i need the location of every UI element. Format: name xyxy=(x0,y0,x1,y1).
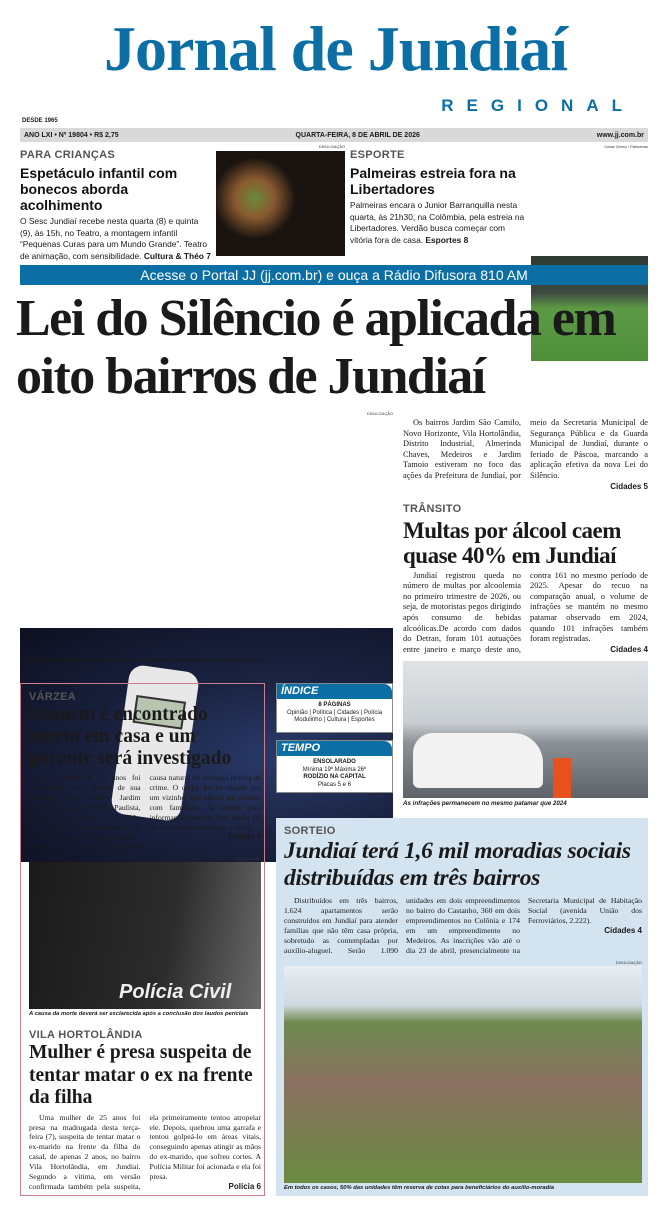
weather-box xyxy=(276,740,393,793)
kicker: TRÂNSITO xyxy=(403,502,462,515)
photo-credit: Cesar Greco / Palmeiras xyxy=(604,144,648,149)
portal-banner[interactable]: Acesse o Portal JJ (jj.com.br) e ouça a Rádio Difusora 810 AM xyxy=(20,265,648,285)
section-ref[interactable]: Esportes 8 xyxy=(425,234,469,245)
police-column xyxy=(29,690,261,1192)
varzea-text: Um homem de 53 anos foi encontrado morto dentro de sua residência no bairro Jardim América I, em Várzea Paulista, nesta segunda-feira (6). As circunstâncias da morte ainda são desconhecidas, não sendo possível afirmar, até o momento, se houve causa natural ou eventual prática de crime. O corpo foi localizado por um vizinho, que entrou em contato com familiares da vítima para informar a situação. Um irmão foi até o imóvel e confirmou o óbito. xyxy=(29,773,261,852)
varzea-body xyxy=(29,773,261,852)
varzea-headline[interactable]: Homem é encontrado morto em casa e um parente será investigado xyxy=(29,704,232,769)
photo-credit: DIVULGAÇÃO xyxy=(318,144,345,149)
index-title: ÍNDICE xyxy=(277,684,392,699)
sorteio-body xyxy=(284,896,642,956)
rodizio-title: RODÍZIO NA CAPITAL xyxy=(303,774,366,780)
headline[interactable]: Palmeiras estreia fora na Libertadores xyxy=(350,165,516,197)
edition-info: ANO LXI • Nº 19804 • R$ 2,75 xyxy=(24,131,119,139)
sorteio-headline[interactable]: Jundiaí terá 1,6 mil moradias sociais distribuídas em três bairros xyxy=(284,838,631,891)
vila-text: Uma mulher de 25 anos foi presa na madrugada desta terça-feira (7), suspeita de tentar matar o ex-marido na frente da filha do casal, de apenas 2 anos, no bairro Vila Hortolândia, em Jundiaí. Segundo a vítima, em versão confirmada também pela suspeita, ela primeiramente tentou atropelar ele. Depois, quebrou uma garrafa e tentou golpeá-lo em áreas vitais, conseguindo apenas atingir as mãos do ex-marido, que sofreu cortes. A Polícia Militar foi acionada e ela foi presa. xyxy=(29,1112,261,1191)
police-car-photo xyxy=(29,862,261,1008)
weather-condition: ENSOLARADO xyxy=(313,759,356,765)
kicker: ESPORTE xyxy=(350,149,405,161)
vila-headline[interactable]: Mulher é presa suspeita de tentar matar o ex na frente da filha xyxy=(29,1042,253,1109)
teaser-text: Palmeiras encara o Junior Barranquilla nesta quarta, às 21h30, na Colômbia, pela estreia na Libertadores. Verdão busca começar com vitória fora de casa. xyxy=(350,200,525,245)
headline[interactable]: Espetáculo infantil com bonecos aborda acolhimento xyxy=(20,165,178,213)
section-ref[interactable]: Polícia 6 xyxy=(228,1182,261,1191)
police-car-label: Polícia Civil xyxy=(119,980,232,1003)
index-box xyxy=(276,683,393,733)
vila-body xyxy=(29,1113,261,1192)
teaser-sport[interactable] xyxy=(350,148,528,246)
transito-caption: As infrações permanecem no mesmo patamar que 2024 xyxy=(403,800,567,807)
masthead-logo: Jornal de Jundiaí xyxy=(103,13,568,84)
lead-headline[interactable]: Lei do Silêncio é aplicada em oito bairros de Jundiaí xyxy=(16,290,616,405)
section-ref[interactable]: Cultura & Théo 7 xyxy=(143,250,211,261)
section-ref[interactable]: Cidades 4 xyxy=(604,926,642,935)
weather-title: TEMPO xyxy=(277,741,392,756)
kicker: VILA HORTOLÂNDIA xyxy=(29,1029,143,1042)
housing-column xyxy=(284,824,642,1192)
photo-credit: DIVULGAÇÃO xyxy=(366,411,393,416)
section-ref[interactable]: Cidades 5 xyxy=(610,481,648,491)
kicker: SORTEIO xyxy=(284,825,336,837)
kicker: PARA CRIANÇAS xyxy=(20,149,115,161)
lead-text: Os bairros Jardim São Camilo, Novo Horizonte, Vila Hortolândia, Distrito Industrial, Almerinda Chaves, Medeiros e Jardim Tamoio estiveram no foco das ações da Prefeitura de Jundiaí, por meio da Secretaria Municipal de Segurança Pública e da Guarda Municipal de Jundiaí, durante o feriado de Páscoa, marcando a aplicação efetiva da nova Lei do Silêncio. xyxy=(403,418,648,480)
transito-text: Jundiaí registrou queda no número de multas por alcoolemia no primeiro trimestre de 2026, ou seja, de motoristas pegos dirigindo após consumo de bebidas alcoólicas.De acordo com dados do Detran, foram 101 autuações entre janeiro e março deste ano, contra 161 no mesmo período de 2025. Apesar do recuo na comparação anual, o volume de infrações se mantém no mesmo patamar observado em 2024, quando 101 infrações também foram registradas. xyxy=(403,570,648,654)
section-ref[interactable]: Cidades 4 xyxy=(610,644,648,654)
transito-body xyxy=(403,571,648,656)
theater-photo xyxy=(216,151,345,256)
traffic-stop-photo xyxy=(403,661,648,798)
sections-list[interactable]: Opinião | Política | Cidades | Polícia Modulinho | Cultura | Esportes xyxy=(286,709,383,723)
photo-credit: DIVULGAÇÃO xyxy=(234,856,261,862)
sorteio-caption: Em todos os casos, 50% das unidades têm reserva de cotas para beneficiários do auxílio-moradia xyxy=(284,1184,554,1191)
traffic-cone xyxy=(553,758,571,798)
rodizio-plates: Placas 5 e 6 xyxy=(317,781,352,788)
edition-bar xyxy=(20,128,648,142)
transito-headline[interactable]: Multas por álcool caem quase 40% em Jundiaí xyxy=(403,517,621,568)
weather-temps: Mínima 19º Máxima 26º xyxy=(302,766,367,773)
lead-caption: Prefeitura adquiriu 10 decibelímetros (sonômetros) e 20 agentes foram capacitados xyxy=(20,657,266,664)
right-column xyxy=(403,418,648,808)
sorteio-text: Distribuídos em três bairros, 1.624 apartamentos serão construídos em Jundiaí para atender famílias que não têm casa própria, sobretudo as contempladas por auxílio-aluguel. Serão 1.090 unidades em dois empreendimentos no bairro do Castanho, 360 em dois empreendimentos no Colônia e 174 em um empreendimento no Medeiros. As inscrições vão até o dia 23 de abril, presencialmente na Secretaria Municipal de Habitação Social (avenida União dos Ferroviários, 2.222). xyxy=(284,896,642,955)
lead-body xyxy=(403,418,648,492)
masthead-subtitle: REGIONAL xyxy=(441,96,635,115)
section-ref[interactable]: Polícia 6 xyxy=(228,832,261,842)
kicker: VÁRZEA xyxy=(29,691,77,703)
teaser-kids[interactable] xyxy=(20,148,212,262)
car xyxy=(413,733,543,788)
photo-credit: DIVULGAÇÃO xyxy=(615,960,642,965)
teaser-text: O Sesc Jundiaí recebe nesta quarta (8) e quinta (9), às 15h, no Teatro, a montagem infantil “Pequenas Curas para um Mundo Grande”. Teatro de animação, com sensibilidade. xyxy=(20,216,207,261)
pages-count: 8 PÁGINAS xyxy=(318,702,351,708)
edition-date: QUARTA-FEIRA, 8 DE ABRIL DE 2026 xyxy=(295,131,420,139)
housing-aerial-photo xyxy=(284,966,642,1183)
since-label: DESDE 1965 xyxy=(22,118,58,124)
website-link[interactable]: www.jj.com.br xyxy=(596,131,644,139)
varzea-caption: A causa da morte deverá ser esclarecida após a conclusão dos laudos periciais xyxy=(29,1010,249,1017)
